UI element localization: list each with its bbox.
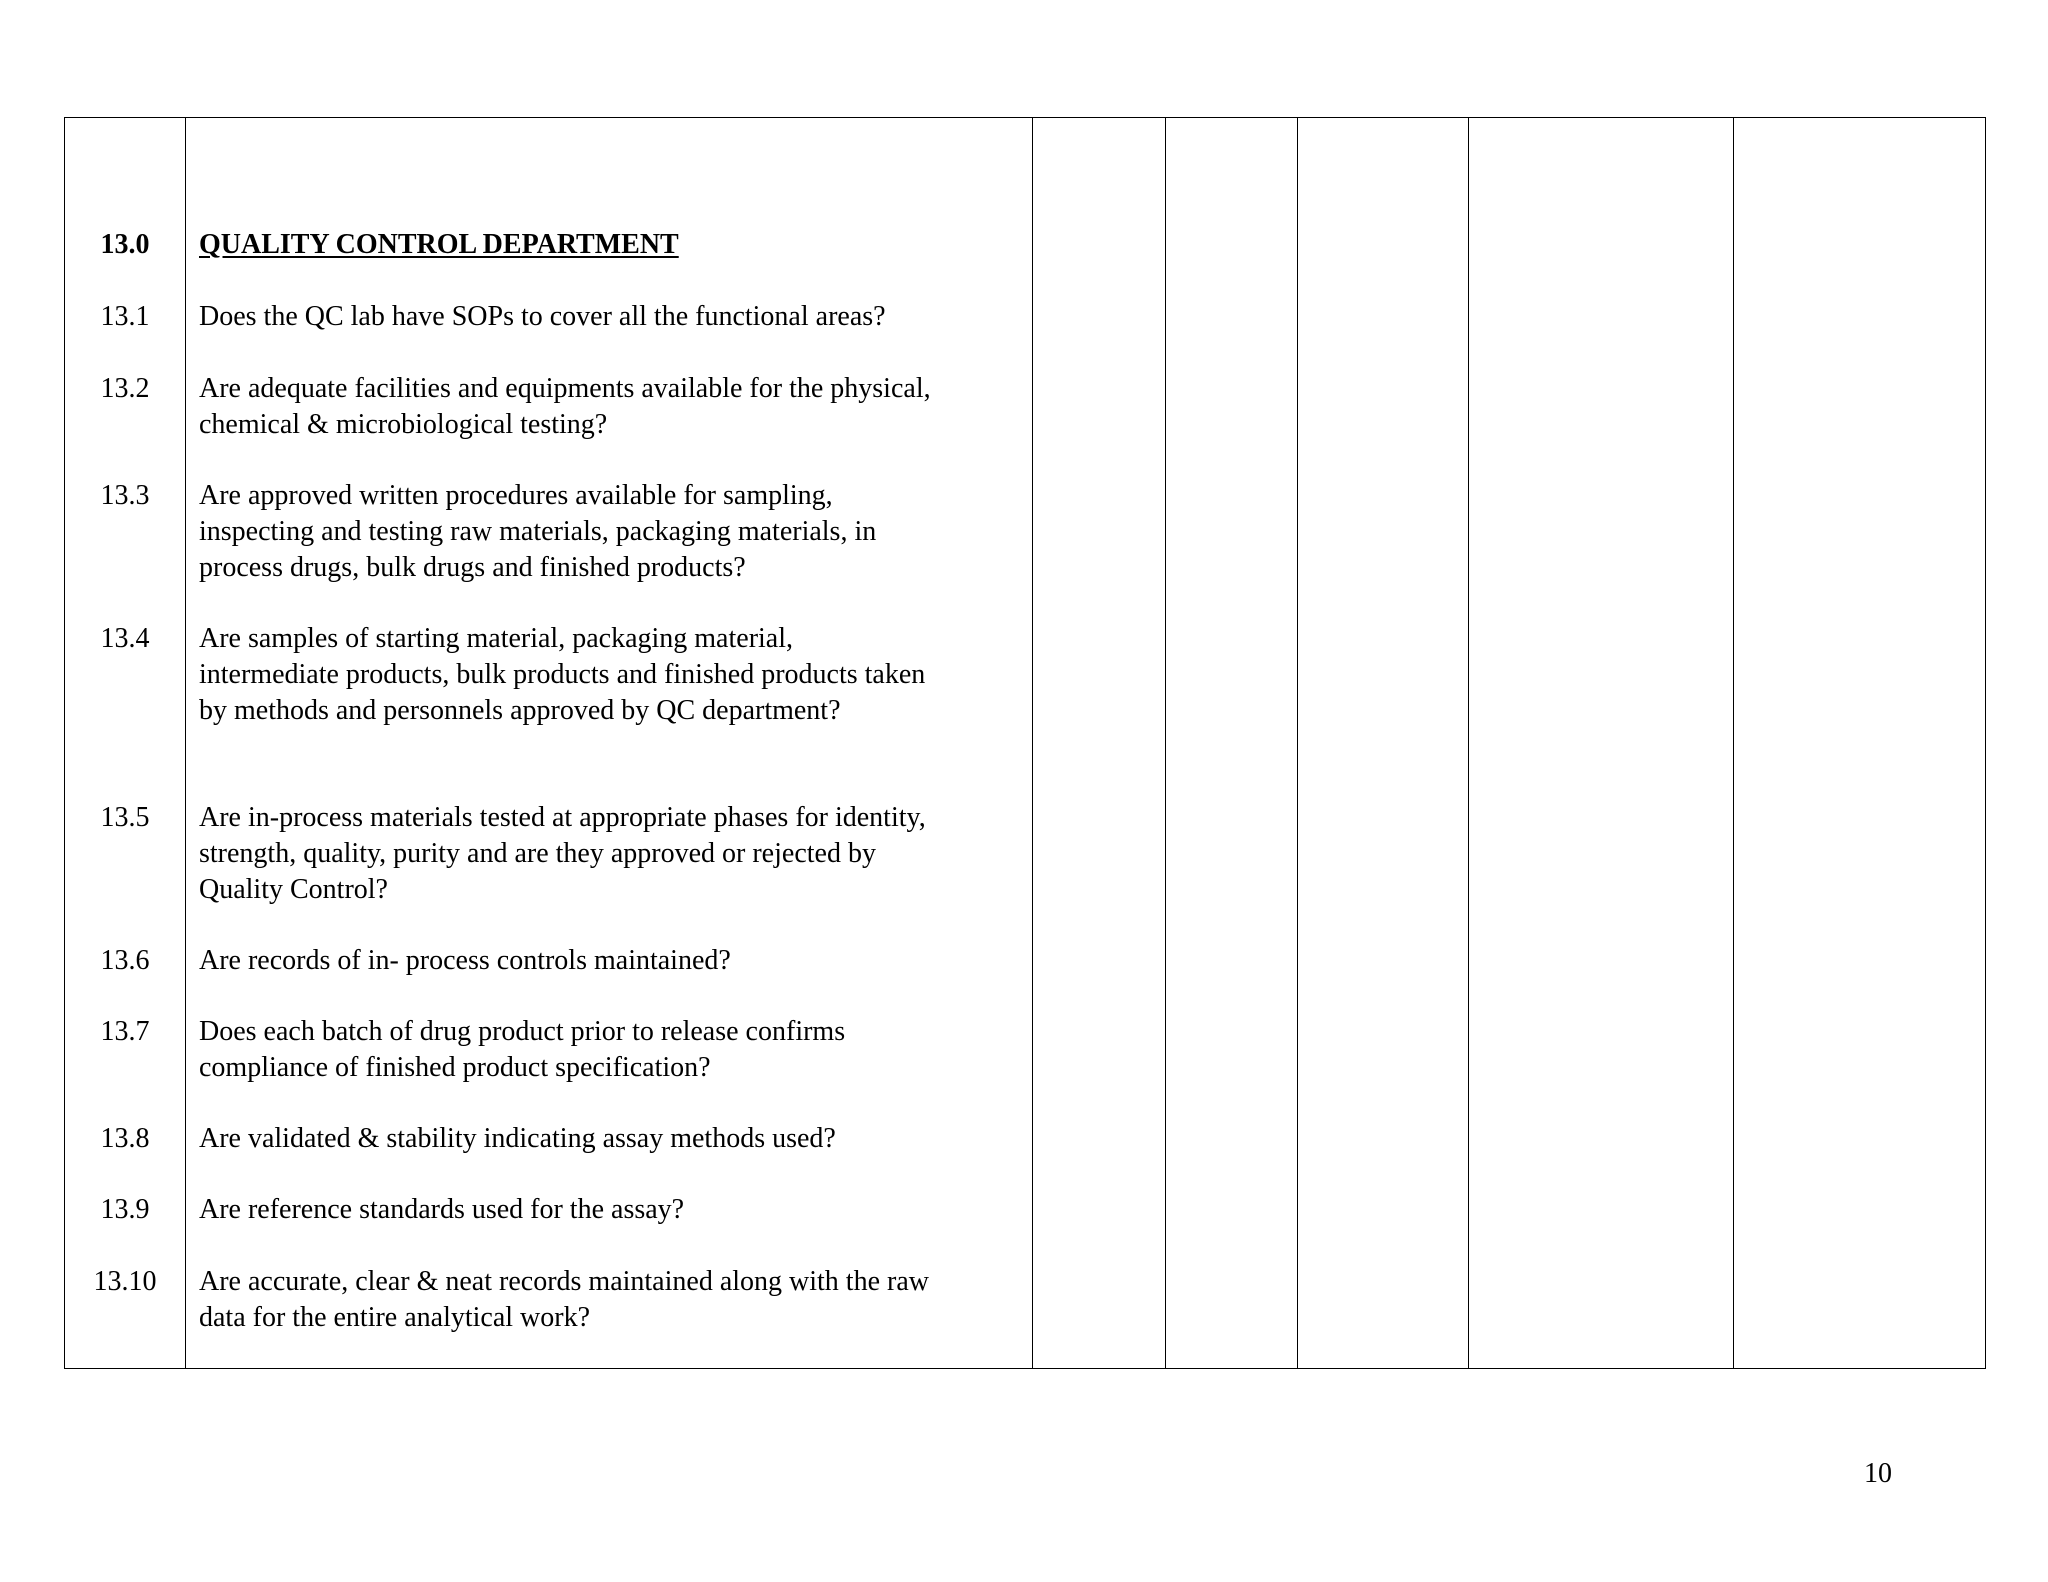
- item-question: [199, 621, 1029, 729]
- item-number: 13.8: [100, 1123, 150, 1154]
- question-line: Are accurate, clear & neat records maintained along with the raw: [199, 1266, 929, 1297]
- item-question: [199, 1014, 1029, 1086]
- question-line: Does the QC lab have SOPs to cover all the functional areas?: [199, 301, 886, 332]
- item-question: [199, 943, 1029, 979]
- item-number: 13.7: [100, 1016, 150, 1047]
- item-number: 13.2: [100, 373, 150, 404]
- item-question: [199, 1121, 1029, 1157]
- question-line: Are samples of starting material, packaging material,: [199, 623, 794, 654]
- section-title: QUALITY CONTROL DEPARTMENT: [199, 229, 679, 260]
- item-question: [199, 478, 1029, 586]
- column-divider: [1468, 118, 1469, 1368]
- item-number: 13.1: [100, 301, 150, 332]
- question-line: Are in-process materials tested at appropriate phases for identity,: [199, 802, 926, 833]
- question-line: strength, quality, purity and are they approved or rejected by: [199, 838, 876, 869]
- question-line: inspecting and testing raw materials, packaging materials, in: [199, 516, 877, 547]
- item-number: 13.10: [93, 1266, 157, 1297]
- item-question: [199, 371, 1029, 443]
- question-line: data for the entire analytical work?: [199, 1302, 591, 1333]
- item-question: [199, 1264, 1029, 1336]
- item-question: [199, 1192, 1029, 1228]
- question-line: Does each batch of drug product prior to release confirms: [199, 1016, 846, 1047]
- question-line: Are reference standards used for the assay?: [199, 1194, 685, 1225]
- column-divider: [1297, 118, 1298, 1368]
- question-line: compliance of finished product specification?: [199, 1052, 711, 1083]
- item-number: 13.5: [100, 802, 150, 833]
- section-number: 13.0: [100, 229, 150, 260]
- question-line: process drugs, bulk drugs and finished products?: [199, 552, 746, 583]
- column-divider: [185, 118, 186, 1368]
- item-question: [199, 800, 1029, 908]
- item-number: 13.9: [100, 1194, 150, 1225]
- question-line: intermediate products, bulk products and finished products taken: [199, 659, 926, 690]
- checklist-table: [64, 117, 1986, 1369]
- question-line: Are adequate facilities and equipments available for the physical,: [199, 373, 931, 404]
- item-question: [199, 299, 1029, 335]
- question-line: chemical & microbiological testing?: [199, 409, 608, 440]
- column-divider: [1165, 118, 1166, 1368]
- column-divider: [1733, 118, 1734, 1368]
- item-number: 13.3: [100, 480, 150, 511]
- question-line: Are records of in- process controls maintained?: [199, 945, 731, 976]
- column-divider: [1032, 118, 1033, 1368]
- page-number: 10: [1864, 1458, 1892, 1489]
- item-number: 13.4: [100, 623, 150, 654]
- question-line: Quality Control?: [199, 874, 388, 905]
- item-number: 13.6: [100, 945, 150, 976]
- question-line: by methods and personnels approved by QC department?: [199, 695, 841, 726]
- question-line: Are approved written procedures available for sampling,: [199, 480, 833, 511]
- question-line: Are validated & stability indicating assay methods used?: [199, 1123, 836, 1154]
